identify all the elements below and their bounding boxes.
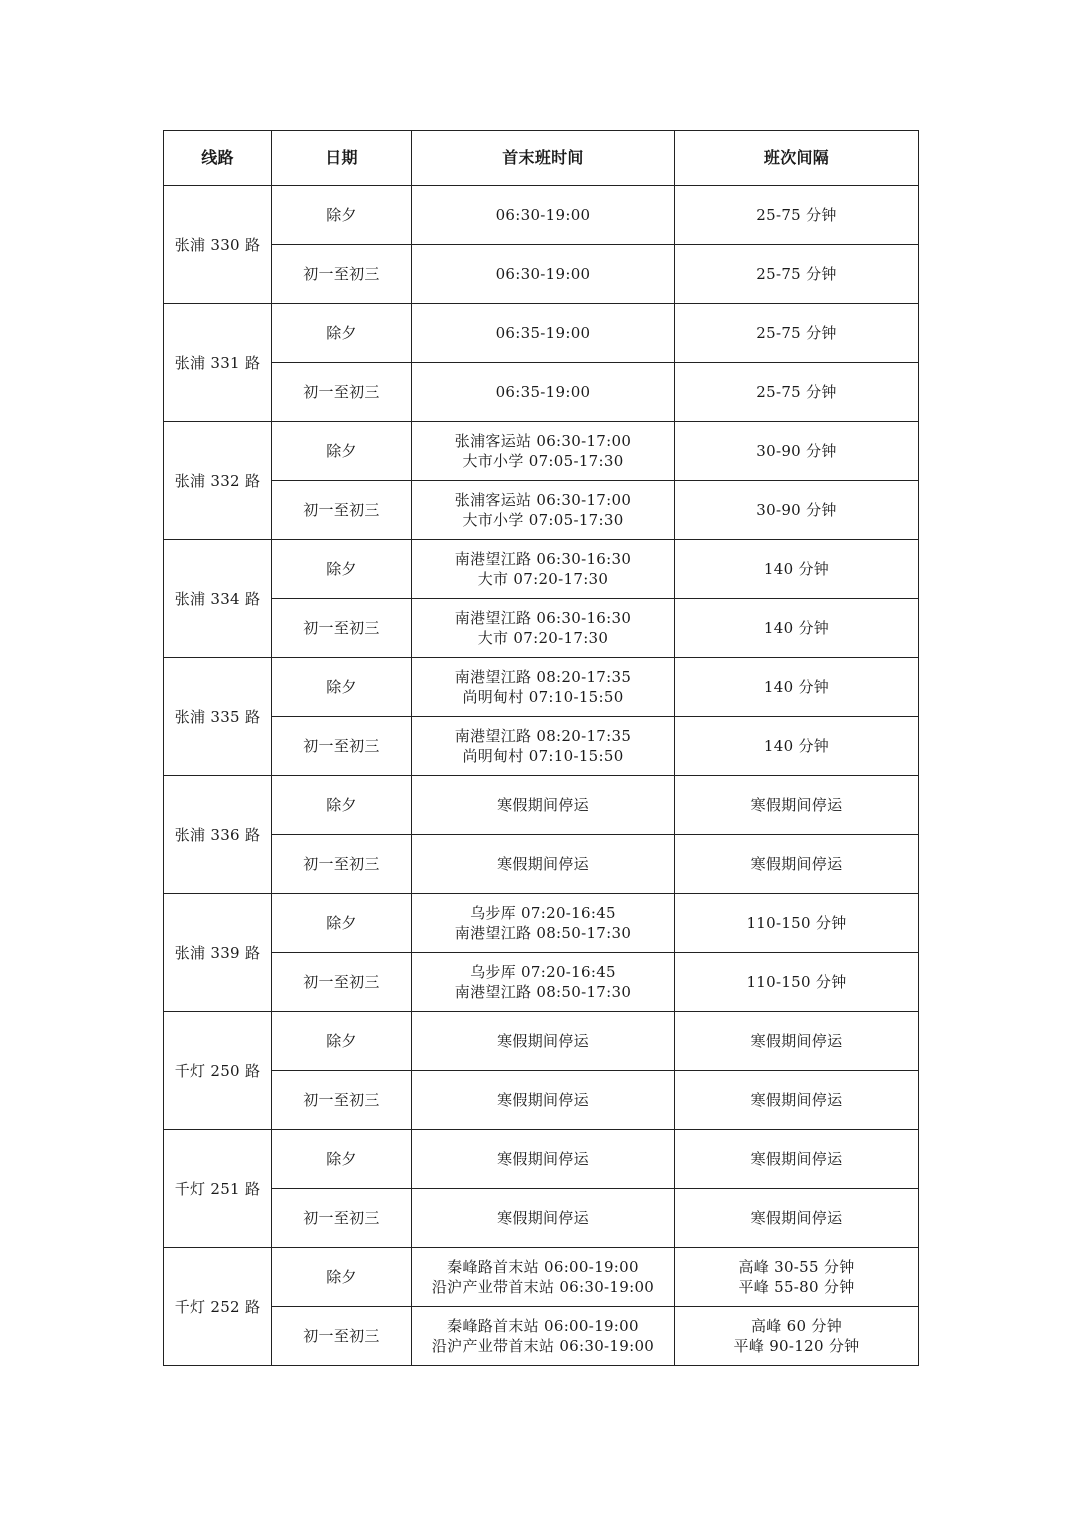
interval-line: 25-75 分钟: [756, 383, 837, 401]
date-cell: 初一至初三: [272, 245, 412, 304]
time-cell: [412, 835, 675, 894]
interval-line: 30-90 分钟: [756, 442, 837, 460]
time-cell: [412, 1130, 675, 1189]
time-line: 06:30-19:00: [495, 206, 591, 224]
time-line: 寒假期间停运: [497, 1091, 589, 1109]
table-row: [164, 1130, 919, 1189]
time-cell: [412, 186, 675, 245]
date-cell: 除夕: [272, 1130, 412, 1189]
table-row: [164, 186, 919, 245]
interval-line: 140 分钟: [763, 560, 830, 578]
route-name-cell: 张浦 336 路: [164, 776, 272, 894]
time-line: 张浦客运站 06:30-17:00: [454, 491, 632, 509]
interval-cell: [675, 1130, 919, 1189]
interval-cell: [675, 953, 919, 1012]
date-cell: 初一至初三: [272, 835, 412, 894]
time-cell: [412, 953, 675, 1012]
time-line: 06:35-19:00: [495, 324, 591, 342]
interval-cell: [675, 304, 919, 363]
time-line: 南港望江路 08:50-17:30: [454, 924, 632, 942]
interval-cell: [675, 245, 919, 304]
time-cell: [412, 1248, 675, 1307]
route-name-cell: 张浦 334 路: [164, 540, 272, 658]
table-row: [164, 304, 919, 363]
table-row: [164, 481, 919, 540]
interval-line: 25-75 分钟: [756, 206, 837, 224]
interval-line: 寒假期间停运: [750, 1091, 843, 1109]
time-line: 秦峰路首末站 06:00-19:00: [447, 1258, 639, 1276]
interval-cell: [675, 186, 919, 245]
time-line: 大市小学 07:05-17:30: [462, 511, 624, 529]
table-row: [164, 658, 919, 717]
header-interval: 班次间隔: [675, 131, 919, 186]
table-row: [164, 1307, 919, 1366]
time-cell: [412, 1189, 675, 1248]
route-name-cell: 千灯 250 路: [164, 1012, 272, 1130]
interval-cell: [675, 1248, 919, 1307]
time-cell: [412, 245, 675, 304]
time-line: 大市 07:20-17:30: [477, 570, 609, 588]
route-name-cell: 张浦 331 路: [164, 304, 272, 422]
date-cell: 初一至初三: [272, 1071, 412, 1130]
table-row: [164, 363, 919, 422]
time-line: 寒假期间停运: [497, 855, 589, 873]
date-cell: 除夕: [272, 186, 412, 245]
time-line: 乌步厍 07:20-16:45: [470, 904, 616, 922]
table-row: [164, 540, 919, 599]
table-row: [164, 894, 919, 953]
time-cell: [412, 894, 675, 953]
date-cell: 初一至初三: [272, 481, 412, 540]
interval-cell: [675, 1307, 919, 1366]
interval-line: 寒假期间停运: [750, 1032, 843, 1050]
date-cell: 除夕: [272, 776, 412, 835]
date-cell: 初一至初三: [272, 599, 412, 658]
interval-line: 寒假期间停运: [750, 855, 843, 873]
date-cell: 除夕: [272, 1012, 412, 1071]
time-line: 乌步厍 07:20-16:45: [470, 963, 616, 981]
table-row: [164, 1248, 919, 1307]
interval-cell: [675, 717, 919, 776]
time-line: 寒假期间停运: [497, 1209, 589, 1227]
date-cell: 初一至初三: [272, 953, 412, 1012]
interval-line: 寒假期间停运: [750, 1150, 843, 1168]
interval-cell: [675, 540, 919, 599]
time-line: 张浦客运站 06:30-17:00: [454, 432, 632, 450]
date-cell: 除夕: [272, 304, 412, 363]
date-cell: 初一至初三: [272, 717, 412, 776]
table-row: [164, 1012, 919, 1071]
time-cell: [412, 422, 675, 481]
interval-cell: [675, 1189, 919, 1248]
interval-cell: [675, 422, 919, 481]
interval-line: 110-150 分钟: [746, 914, 847, 932]
date-cell: 除夕: [272, 1248, 412, 1307]
time-cell: [412, 1071, 675, 1130]
table-row: [164, 422, 919, 481]
interval-cell: [675, 776, 919, 835]
time-line: 06:30-19:00: [495, 265, 591, 283]
time-line: 大市 07:20-17:30: [477, 629, 609, 647]
date-cell: 初一至初三: [272, 363, 412, 422]
interval-line: 110-150 分钟: [746, 973, 847, 991]
time-line: 沿沪产业带首末站 06:30-19:00: [431, 1337, 655, 1355]
route-name-cell: 张浦 330 路: [164, 186, 272, 304]
interval-line: 平峰 55-80 分钟: [738, 1278, 855, 1296]
interval-line: 寒假期间停运: [750, 1209, 843, 1227]
table-row: [164, 1071, 919, 1130]
time-cell: [412, 658, 675, 717]
header-line: 线路: [164, 131, 272, 186]
time-cell: [412, 304, 675, 363]
date-cell: 除夕: [272, 540, 412, 599]
time-line: 寒假期间停运: [497, 1150, 589, 1168]
table-row: [164, 953, 919, 1012]
bus-schedule-table: [163, 130, 919, 1366]
table-header-row: [164, 131, 919, 186]
time-line: 南港望江路 06:30-16:30: [454, 609, 632, 627]
time-cell: [412, 599, 675, 658]
interval-line: 寒假期间停运: [750, 796, 843, 814]
time-line: 尚明甸村 07:10-15:50: [462, 747, 624, 765]
interval-line: 高峰 60 分钟: [750, 1317, 843, 1335]
interval-line: 140 分钟: [763, 678, 830, 696]
interval-cell: [675, 599, 919, 658]
time-line: 寒假期间停运: [497, 796, 589, 814]
time-cell: [412, 481, 675, 540]
interval-line: 140 分钟: [763, 619, 830, 637]
time-line: 南港望江路 08:20-17:35: [454, 668, 632, 686]
time-cell: [412, 776, 675, 835]
interval-line: 平峰 90-120 分钟: [733, 1337, 860, 1355]
time-line: 南港望江路 08:50-17:30: [454, 983, 632, 1001]
route-name-cell: 张浦 332 路: [164, 422, 272, 540]
interval-cell: [675, 658, 919, 717]
table-body: [164, 186, 919, 1366]
time-line: 南港望江路 08:20-17:35: [454, 727, 632, 745]
time-line: 大市小学 07:05-17:30: [462, 452, 624, 470]
interval-line: 30-90 分钟: [756, 501, 837, 519]
table-row: [164, 776, 919, 835]
table-row: [164, 835, 919, 894]
table-row: [164, 1189, 919, 1248]
time-cell: [412, 363, 675, 422]
table-row: [164, 599, 919, 658]
interval-cell: [675, 363, 919, 422]
route-name-cell: 千灯 252 路: [164, 1248, 272, 1366]
date-cell: 除夕: [272, 658, 412, 717]
time-line: 尚明甸村 07:10-15:50: [462, 688, 624, 706]
date-cell: 除夕: [272, 894, 412, 953]
time-cell: [412, 1012, 675, 1071]
date-cell: 初一至初三: [272, 1307, 412, 1366]
interval-line: 25-75 分钟: [756, 324, 837, 342]
interval-line: 25-75 分钟: [756, 265, 837, 283]
interval-cell: [675, 1012, 919, 1071]
table-row: [164, 717, 919, 776]
interval-line: 高峰 30-55 分钟: [738, 1258, 855, 1276]
interval-cell: [675, 835, 919, 894]
interval-line: 140 分钟: [763, 737, 830, 755]
date-cell: 除夕: [272, 422, 412, 481]
table-row: [164, 245, 919, 304]
time-cell: [412, 717, 675, 776]
route-name-cell: 张浦 335 路: [164, 658, 272, 776]
interval-cell: [675, 481, 919, 540]
date-cell: 初一至初三: [272, 1189, 412, 1248]
time-cell: [412, 540, 675, 599]
time-line: 06:35-19:00: [495, 383, 591, 401]
time-line: 寒假期间停运: [497, 1032, 589, 1050]
interval-cell: [675, 1071, 919, 1130]
time-line: 沿沪产业带首末站 06:30-19:00: [431, 1278, 655, 1296]
interval-cell: [675, 894, 919, 953]
header-date: 日期: [272, 131, 412, 186]
route-name-cell: 张浦 339 路: [164, 894, 272, 1012]
time-cell: [412, 1307, 675, 1366]
route-name-cell: 千灯 251 路: [164, 1130, 272, 1248]
time-line: 南港望江路 06:30-16:30: [454, 550, 632, 568]
header-time: 首末班时间: [412, 131, 675, 186]
time-line: 秦峰路首末站 06:00-19:00: [447, 1317, 639, 1335]
